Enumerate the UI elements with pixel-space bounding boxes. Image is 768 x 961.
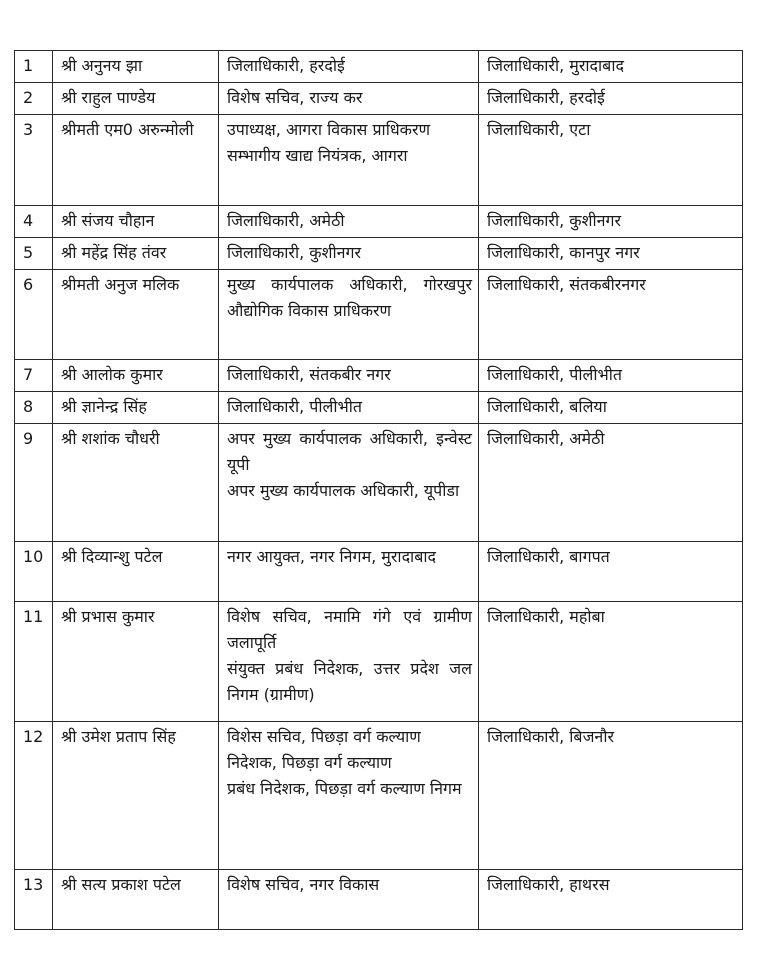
new-posting-cell: जिलाधिकारी, मुरादाबाद: [479, 51, 743, 83]
posting-line: विशेष सचिव, नमामि गंगे एवं ग्रामीण जलापूर्ति: [227, 607, 472, 652]
new-posting-cell: जिलाधिकारी, अमेठी: [479, 424, 743, 542]
posting-line: जिलाधिकारी, कुशीनगर: [227, 243, 362, 262]
new-posting-cell: जिलाधिकारी, हाथरस: [479, 870, 743, 930]
serial-number-cell: 1: [15, 51, 53, 83]
officer-name-cell: श्री संजय चौहान: [53, 206, 219, 238]
serial-number-cell: 12: [15, 722, 53, 870]
officer-name-cell: श्री ज्ञानेन्द्र सिंह: [53, 392, 219, 424]
posting-line: अपर मुख्य कार्यपालक अधिकारी, इन्वेस्ट यूपी: [227, 429, 472, 474]
current-posting-cell: [219, 602, 479, 722]
current-posting-cell: [219, 238, 479, 270]
new-posting-cell: जिलाधिकारी, बलिया: [479, 392, 743, 424]
serial-number-cell: 4: [15, 206, 53, 238]
current-posting-cell: [219, 206, 479, 238]
officer-name-cell: श्री महेंद्र सिंह तंवर: [53, 238, 219, 270]
table-row: [15, 392, 743, 424]
table-row: [15, 870, 743, 930]
posting-line: विशेष सचिव, राज्य कर: [227, 88, 363, 107]
officer-name-cell: श्री राहुल पाण्डेय: [53, 83, 219, 115]
transfer-table-body: [15, 51, 743, 930]
new-posting-cell: जिलाधिकारी, महोबा: [479, 602, 743, 722]
posting-line: जिलाधिकारी, अमेठी: [227, 211, 345, 230]
posting-line: उपाध्यक्ष, आगरा विकास प्राधिकरण: [227, 120, 431, 139]
current-posting-cell: [219, 270, 479, 360]
current-posting-cell: [219, 542, 479, 602]
posting-line: जिलाधिकारी, हरदोई: [227, 56, 345, 75]
officer-name-cell: श्री दिव्यान्शु पटेल: [53, 542, 219, 602]
new-posting-cell: जिलाधिकारी, बिजनौर: [479, 722, 743, 870]
current-posting-cell: [219, 51, 479, 83]
current-posting-cell: [219, 360, 479, 392]
current-posting-cell: [219, 722, 479, 870]
posting-line: संयुक्त प्रबंध निदेशक, उत्तर प्रदेश जल निगम (ग्रामीण): [227, 659, 472, 704]
current-posting-cell: [219, 424, 479, 542]
new-posting-cell: जिलाधिकारी, एटा: [479, 115, 743, 206]
officer-name-cell: श्रीमती अनुज मलिक: [53, 270, 219, 360]
current-posting-cell: [219, 83, 479, 115]
new-posting-cell: जिलाधिकारी, पीलीभीत: [479, 360, 743, 392]
officer-name-cell: श्री प्रभास कुमार: [53, 602, 219, 722]
posting-line: विशेष सचिव, नगर विकास: [227, 875, 380, 894]
table-row: [15, 360, 743, 392]
posting-line: निदेशक, पिछड़ा वर्ग कल्याण: [227, 753, 392, 772]
transfer-table: [14, 50, 743, 930]
current-posting-cell: [219, 392, 479, 424]
table-row: [15, 602, 743, 722]
serial-number-cell: 8: [15, 392, 53, 424]
table-row: [15, 51, 743, 83]
posting-line: मुख्य कार्यपालक अधिकारी, गोरखपुर औद्योगिक विकास प्राधिकरण: [227, 275, 472, 320]
officer-name-cell: श्री शशांक चौधरी: [53, 424, 219, 542]
table-row: [15, 115, 743, 206]
officer-name-cell: श्री उमेश प्रताप सिंह: [53, 722, 219, 870]
posting-line: जिलाधिकारी, संतकबीर नगर: [227, 365, 391, 384]
officer-name-cell: श्री अनुनय झा: [53, 51, 219, 83]
posting-line: अपर मुख्य कार्यपालक अधिकारी, यूपीडा: [227, 481, 460, 500]
serial-number-cell: 10: [15, 542, 53, 602]
new-posting-cell: जिलाधिकारी, बागपत: [479, 542, 743, 602]
table-row: [15, 238, 743, 270]
table-row: [15, 722, 743, 870]
current-posting-cell: [219, 870, 479, 930]
table-row: [15, 542, 743, 602]
table-row: [15, 83, 743, 115]
posting-line: सम्भागीय खाद्य नियंत्रक, आगरा: [227, 146, 408, 165]
officer-name-cell: श्रीमती एम0 अरुन्मोली: [53, 115, 219, 206]
table-row: [15, 206, 743, 238]
serial-number-cell: 13: [15, 870, 53, 930]
posting-line: जिलाधिकारी, पीलीभीत: [227, 397, 363, 416]
serial-number-cell: 5: [15, 238, 53, 270]
new-posting-cell: जिलाधिकारी, संतकबीरनगर: [479, 270, 743, 360]
current-posting-cell: [219, 115, 479, 206]
serial-number-cell: 6: [15, 270, 53, 360]
officer-name-cell: श्री आलोक कुमार: [53, 360, 219, 392]
serial-number-cell: 3: [15, 115, 53, 206]
new-posting-cell: जिलाधिकारी, कुशीनगर: [479, 206, 743, 238]
serial-number-cell: 7: [15, 360, 53, 392]
table-row: [15, 424, 743, 542]
table-row: [15, 270, 743, 360]
serial-number-cell: 2: [15, 83, 53, 115]
posting-line: विशेस सचिव, पिछड़ा वर्ग कल्याण: [227, 727, 421, 746]
serial-number-cell: 11: [15, 602, 53, 722]
new-posting-cell: जिलाधिकारी, हरदोई: [479, 83, 743, 115]
serial-number-cell: 9: [15, 424, 53, 542]
new-posting-cell: जिलाधिकारी, कानपुर नगर: [479, 238, 743, 270]
officer-name-cell: श्री सत्य प्रकाश पटेल: [53, 870, 219, 930]
posting-line: प्रबंध निदेशक, पिछड़ा वर्ग कल्याण निगम: [227, 779, 462, 798]
posting-line: नगर आयुक्त, नगर निगम, मुरादाबाद: [227, 547, 436, 566]
